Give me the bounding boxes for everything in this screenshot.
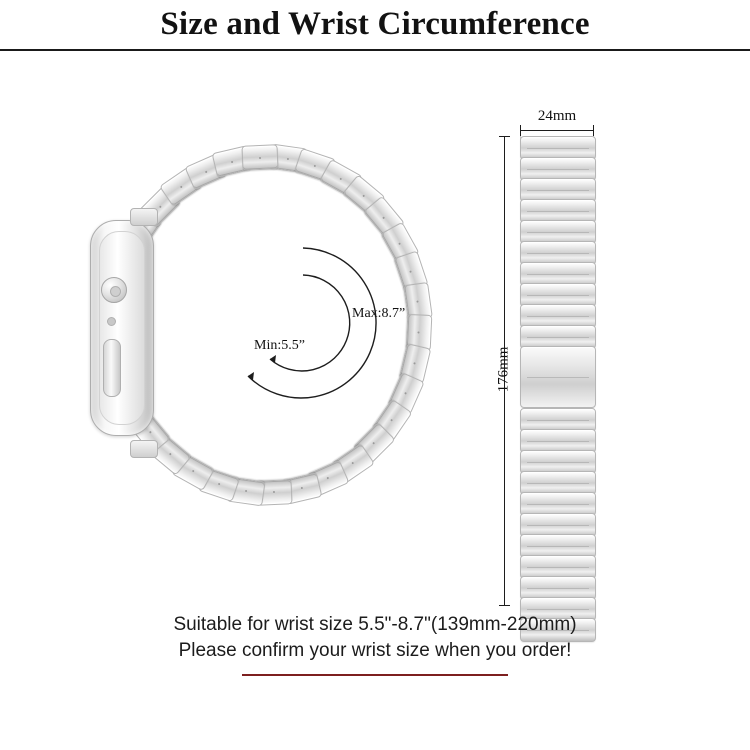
max-circumference-label: Max:8.7”: [352, 306, 406, 321]
bracelet-link-pin: [217, 483, 220, 486]
bracelet-width-label: 24mm: [537, 108, 577, 124]
bracelet-link-pin: [149, 431, 152, 434]
wrist-circumference-arcs: [208, 228, 406, 418]
bracelet-link-seam: [527, 567, 589, 568]
bracelet-link-pin: [414, 362, 416, 364]
bracelet-width-tick-left: [520, 125, 521, 136]
bracelet-link-pin: [192, 470, 195, 473]
watch-crown-center: [110, 286, 121, 297]
bracelet-link-seam: [527, 337, 589, 338]
bracelet-link-pin: [416, 301, 418, 303]
bracelet-link-seam: [527, 377, 589, 378]
bracelet-link-pin: [373, 442, 376, 445]
bracelet-link-pin: [273, 492, 275, 494]
bracelet-width-dimension: [520, 108, 594, 136]
watch-lug-bottom: [130, 440, 158, 458]
bracelet-link-seam: [527, 441, 589, 442]
bracelet-link-seam: [527, 483, 589, 484]
bracelet-link-pin: [300, 487, 302, 489]
bracelet-link: [242, 144, 279, 171]
watch-crown-icon: [101, 277, 127, 303]
footer-note: [0, 612, 750, 676]
bracelet-link-seam: [527, 588, 589, 589]
watch-side-button: [103, 339, 121, 397]
bracelet-link-seam: [527, 609, 589, 610]
bracelet-link-seam: [527, 232, 589, 233]
bracelet-link-seam: [527, 316, 589, 317]
bracelet-link-pin: [410, 271, 413, 274]
bracelet-strip-links: [520, 136, 594, 606]
bracelet-width-tick-right: [593, 125, 594, 136]
bracelet-link-pin: [259, 156, 261, 158]
bracelet-link-seam: [527, 148, 589, 149]
bracelet-link-pin: [287, 157, 289, 159]
bracelet-link-pin: [204, 170, 207, 173]
watch-lug-top: [130, 208, 158, 226]
bracelet-link-seam: [527, 295, 589, 296]
footer-underline: [242, 674, 508, 676]
min-circumference-arc: [270, 275, 350, 371]
bracelet-link-seam: [527, 525, 589, 526]
bracelet-link-pin: [314, 164, 317, 167]
bracelet-length-tick-bottom: [499, 605, 510, 606]
bracelet-link-pin: [231, 160, 233, 162]
bracelet-link-seam: [527, 274, 589, 275]
bracelet-link-pin: [158, 205, 161, 208]
bracelet-link-pin: [180, 185, 183, 188]
page-title: Size and Wrist Circumference: [160, 5, 590, 42]
bracelet-length-dimension: [482, 136, 522, 606]
bracelet-link-seam: [527, 253, 589, 254]
bracelet-link-pin: [383, 216, 386, 219]
header-divider: [0, 49, 750, 51]
watch-case-inner: [99, 231, 145, 425]
bracelet-link-pin: [351, 462, 354, 465]
diagram-stage: [0, 52, 750, 612]
watch-case: [90, 220, 154, 436]
bracelet-width-line: [520, 130, 594, 131]
bracelet-link-pin: [245, 490, 247, 492]
bracelet-link-pin: [340, 177, 343, 180]
watch-sensor-dot: [107, 317, 116, 326]
page-header: [0, 0, 750, 48]
bracelet-link-pin: [327, 477, 330, 480]
bracelet-link-seam: [527, 504, 589, 505]
bracelet-link-pin: [405, 392, 408, 395]
bracelet-link-seam: [527, 190, 589, 191]
bracelet-length-tick-top: [499, 136, 510, 137]
max-circumference-arc: [248, 248, 376, 398]
bracelet-link-seam: [527, 546, 589, 547]
bracelet-length-label: 176mm: [495, 346, 512, 393]
bracelet-link-pin: [363, 194, 366, 197]
bracelet-clasp: [520, 346, 596, 408]
bracelet-link-pin: [398, 242, 401, 245]
footer-line-1: Suitable for wrist size 5.5"-8.7"(139mm-220mm): [173, 614, 577, 635]
bracelet-link-seam: [527, 211, 589, 212]
bracelet-link-seam: [527, 169, 589, 170]
bracelet-strip-view: [480, 108, 710, 608]
min-circumference-label: Min:5.5”: [254, 338, 305, 353]
watch-bracelet-loop: [96, 124, 436, 524]
arcs-svg: [208, 228, 398, 418]
bracelet-link-seam: [527, 462, 589, 463]
bracelet-link-pin: [418, 332, 420, 334]
footer-line-2: Please confirm your wrist size when you order!: [178, 640, 572, 661]
bracelet-link-pin: [168, 453, 171, 456]
bracelet-link-pin: [391, 419, 394, 422]
bracelet-link-seam: [527, 420, 589, 421]
